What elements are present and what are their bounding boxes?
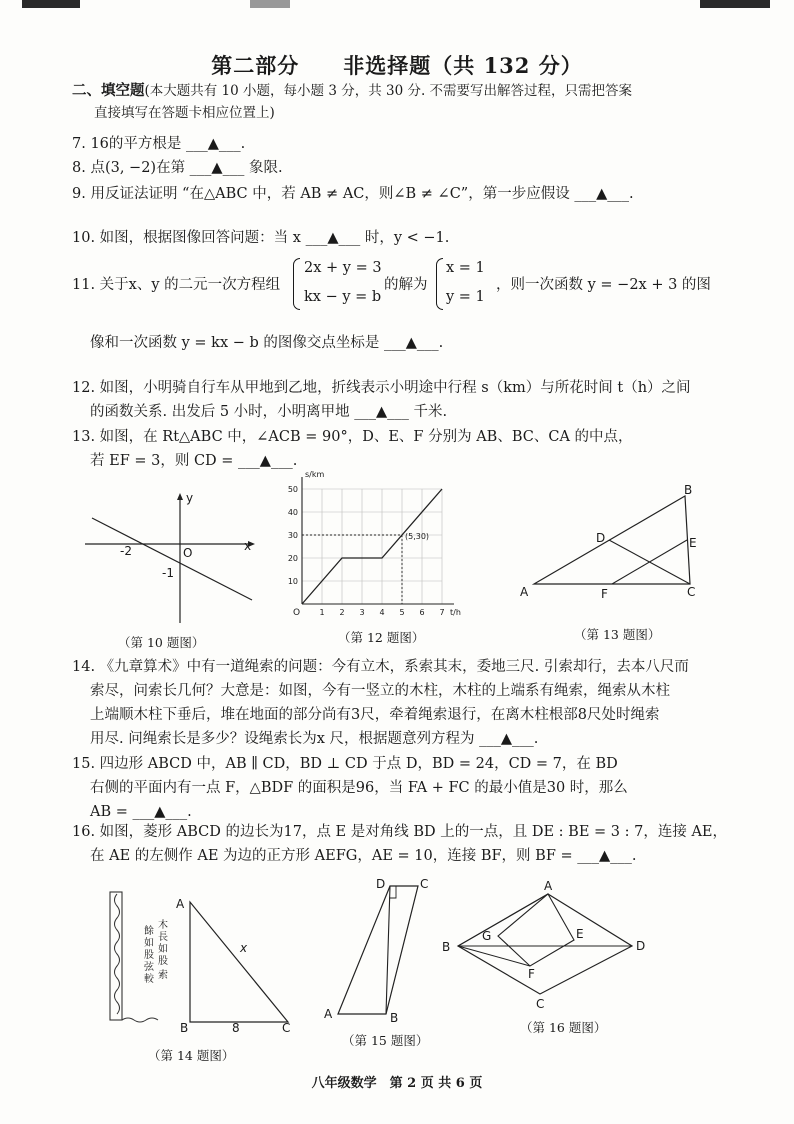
- distance-time-line: [302, 489, 442, 604]
- question-14-line-4: 用尽. 问绳索长是多少？设绳索长为x 尺，根据题意列方程为 ___▲___.: [90, 731, 539, 747]
- q11-solution-x: x = 1: [446, 260, 485, 276]
- function-line: [92, 518, 252, 600]
- figure-13-caption: （第 13 题图）: [574, 627, 661, 642]
- point-e-label: E: [576, 927, 584, 941]
- rhombus-abcd: [458, 894, 632, 994]
- figure-15: [318, 876, 438, 1026]
- x-tick-label: 3: [359, 608, 365, 617]
- y-tick-label: 30: [287, 531, 298, 540]
- question-15-line-2: 右侧的平面内有一点 F，△BDF 的面积是96，当 FA + FC 的最小值是30 时，那么: [90, 780, 628, 796]
- question-9: 9. 用反证法证明 “在△ABC 中，若 AB ≠ AC，则∠B ≠ ∠C”，第一步应假设 ___▲___.: [72, 186, 634, 202]
- vertex-a-label: A: [544, 879, 553, 893]
- y-intercept-label: -1: [162, 566, 174, 580]
- solution-brace: [436, 258, 443, 310]
- vertex-a-label: A: [520, 585, 529, 599]
- hypotenuse-x-label: x: [240, 941, 248, 955]
- vertex-c-label: C: [536, 997, 545, 1011]
- vertex-a-label: A: [324, 1007, 333, 1021]
- system-brace: [293, 258, 300, 310]
- question-8: 8. 点(3, −2)在第 ___▲___ 象限.: [72, 160, 283, 176]
- q11-line-2: 像和一次函数 y = kx − b 的图像交点坐标是 ___▲___.: [90, 335, 444, 351]
- point-label: (5,30): [405, 532, 430, 541]
- page-footer: 八年级数学 第 2 页 共 6 页: [311, 1076, 483, 1091]
- vertical-inscription-1: 餘如股弦較: [144, 926, 154, 985]
- question-16-line-2: 在 AE 的左侧作 AE 为边的正方形 AEFG，AE = 10，连接 BF，则 BF = ___▲___.: [90, 848, 637, 864]
- x-tick-label: 4: [379, 608, 385, 617]
- y-tick-label: 40: [287, 508, 298, 517]
- vertex-c-label: C: [687, 585, 696, 599]
- figure-16-caption: （第 16 题图）: [520, 1020, 607, 1035]
- vertex-b-label: B: [180, 1021, 189, 1035]
- scan-top-band: [0, 0, 794, 10]
- y-tick-label: 10: [287, 577, 298, 586]
- page-title: 第二部分 非选择题（共 132 分）: [211, 53, 583, 78]
- figure-14: [104, 888, 304, 1038]
- question-12-line-2: 的函数关系. 出发后 5 小时，小明离甲地 ___▲___ 千米.: [90, 404, 448, 420]
- q11-equation-1: 2x + y = 3: [304, 260, 382, 276]
- right-triangle-abc: [190, 902, 288, 1022]
- x-axis-label: t/h: [450, 608, 461, 617]
- vertex-c-label: C: [282, 1021, 291, 1035]
- vertex-b-label: B: [684, 483, 693, 497]
- question-13-line-1: 13. 如图，在 Rt△ABC 中，∠ACB = 90°，D、E、F 分别为 AB、BC、CA 的中点，: [72, 429, 633, 445]
- y-axis-label: y: [186, 491, 194, 505]
- x-tick-label: 5: [399, 608, 405, 617]
- y-tick-label: 20: [287, 554, 298, 563]
- rope-on-ground: [122, 1018, 158, 1022]
- vertex-d-label: D: [636, 939, 646, 953]
- quadrilateral-abcd: [338, 886, 418, 1014]
- x-tick-label: 2: [339, 608, 345, 617]
- q11-solution-y: y = 1: [446, 289, 485, 305]
- question-7: 7. 16的平方根是 ___▲___.: [72, 136, 246, 152]
- section-note-1: (本大题共有 10 小题，每小题 3 分，共 30 分. 不需要写出解答过程，只需把答案: [144, 83, 633, 99]
- y-axis-label: s/km: [305, 470, 325, 479]
- point-e-label: E: [689, 536, 697, 550]
- segment-bd: [386, 886, 390, 1014]
- base-8-label: 8: [232, 1021, 240, 1035]
- figure-16: [440, 880, 660, 1020]
- figure-10: [80, 488, 260, 628]
- origin-label: O: [183, 546, 193, 560]
- figure-13: [512, 484, 712, 604]
- q11-suffix: ，则一次函数 y = −2x + 3 的图: [496, 277, 711, 293]
- segment-ef: [612, 540, 687, 584]
- question-14-line-1: 14. 《九章算术》中有一道绳索的问题：今有立木，系索其末，委地三尺. 引索却行，去本八尺而: [72, 659, 689, 675]
- question-13-line-2: 若 EF = 3，则 CD = ___▲___.: [90, 453, 298, 469]
- question-14-line-3: 上端顺木柱下垂后，堆在地面的部分尚有3尺，牵着绳索退行，在离木柱根部8尺处时绳索: [90, 707, 660, 723]
- vertical-inscription-2: 木長如股: [158, 920, 168, 967]
- vertical-inscription-3: 索: [158, 970, 168, 981]
- x-intercept-label: -2: [120, 544, 132, 558]
- vertex-a-label: A: [176, 897, 185, 911]
- x-tick-label: 7: [439, 608, 445, 617]
- classic-illustration: [110, 892, 168, 1022]
- question-15-line-1: 15. 四边形 ABCD 中，AB ∥ CD，BD ⊥ CD 于点 D，BD = 24，CD = 7，在 BD: [72, 756, 618, 772]
- question-14-line-2: 索尽，问索长几何？大意是：如图，今有一竖立的木柱，木柱的上端系有绳索，绳索从木柱: [90, 683, 670, 699]
- q11-prefix: 11. 关于x、y 的二元一次方程组: [72, 277, 281, 293]
- figure-15-caption: （第 15 题图）: [342, 1033, 429, 1048]
- figure-14-caption: （第 14 题图）: [148, 1048, 235, 1063]
- x-axis-label: x: [244, 539, 252, 553]
- question-16-line-1: 16. 如图，菱形 ABCD 的边长为17，点 E 是对角线 BD 上的一点，且 DE : BE = 3 : 7，连接 AE，: [72, 824, 728, 840]
- square-aefg: [498, 894, 574, 966]
- vertex-d-label: D: [376, 877, 386, 891]
- x-tick-label: 1: [319, 608, 325, 617]
- point-f-label: F: [528, 967, 535, 981]
- q11-middle: 的解为: [384, 277, 428, 293]
- segment-ba: [458, 894, 548, 946]
- x-tick-label: 6: [419, 608, 425, 617]
- y-tick-label: 50: [287, 485, 298, 494]
- section-label: 二、填空题: [72, 82, 145, 99]
- point-f-label: F: [601, 587, 608, 601]
- question-12-line-1: 12. 如图，小明骑自行车从甲地到乙地，折线表示小明途中行程 s（km）与所花时间 t（h）之间: [72, 380, 691, 396]
- section-note-2: 直接填写在答题卡相应位置上): [94, 105, 275, 121]
- question-10: 10. 如图，根据图像回答问题：当 x ___▲___ 时，y < −1.: [72, 230, 450, 246]
- section-heading: [72, 81, 632, 101]
- vertex-b-label: B: [390, 1011, 399, 1025]
- rope-coil: [115, 894, 120, 1014]
- figure-12-caption: （第 12 题图）: [338, 630, 425, 645]
- figure-12: [280, 462, 490, 622]
- figure-10-caption: （第 10 题图）: [118, 635, 205, 650]
- question-15-line-3: AB = ___▲___.: [90, 804, 192, 820]
- y-axis-arrow-icon: [177, 493, 183, 500]
- point-g-label: G: [482, 929, 492, 943]
- origin-label: O: [293, 608, 301, 618]
- point-d-label: D: [596, 531, 606, 545]
- vertex-c-label: C: [420, 877, 429, 891]
- q11-equation-2: kx − y = b: [304, 289, 382, 305]
- vertex-b-label: B: [442, 940, 451, 954]
